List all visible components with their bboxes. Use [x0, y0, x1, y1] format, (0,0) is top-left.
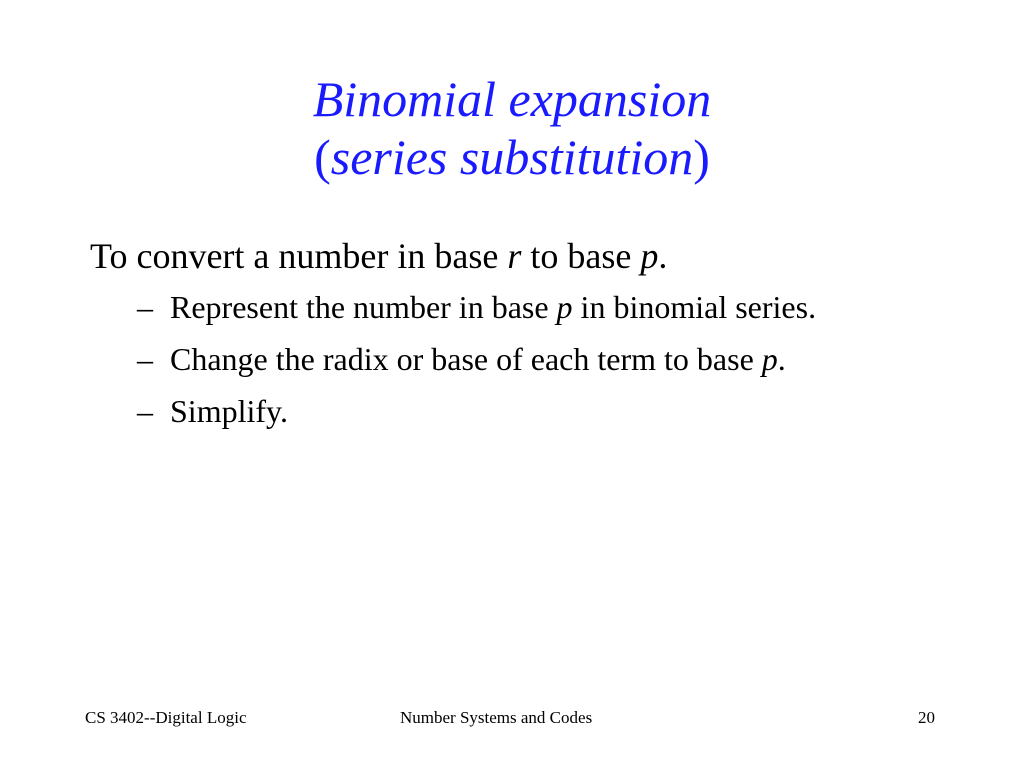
slide-body — [90, 234, 940, 442]
bullet-item-1 — [137, 286, 940, 328]
bullet-2-part-2: . — [777, 341, 786, 377]
lead-var-r: r — [507, 236, 522, 276]
title-paren-open: ( — [314, 129, 331, 185]
footer-page-number: 20 — [918, 708, 935, 727]
bullet-1-part-1: Represent the number in base — [170, 289, 557, 325]
footer-topic: Number Systems and Codes — [400, 708, 593, 727]
title-paren-close: ) — [693, 129, 710, 185]
lead-var-p: p — [640, 236, 659, 276]
bullet-dash: – — [137, 341, 153, 377]
title-line-2 — [0, 128, 1024, 186]
bullet-dash: – — [137, 393, 153, 429]
bullet-item-3 — [137, 390, 940, 432]
lead-part-3: . — [658, 236, 668, 276]
lead-text — [90, 234, 940, 278]
bullet-1-var: p — [556, 289, 573, 325]
bullet-item-2 — [137, 338, 940, 380]
bullet-dash: – — [137, 289, 153, 325]
bullet-3-text: Simplify. — [170, 393, 288, 429]
footer-course: CS 3402--Digital Logic — [85, 708, 247, 727]
slide-title — [0, 70, 1024, 186]
title-line-2-italic: series substitution — [330, 129, 694, 185]
lead-part-2: to base — [521, 236, 641, 276]
bullet-2-var: p — [761, 341, 778, 377]
title-line-1: Binomial expansion — [312, 71, 712, 127]
lead-part-1: To convert a number in base — [90, 236, 508, 276]
bullet-2-part-1: Change the radix or base of each term to base — [170, 341, 762, 377]
bullet-1-part-2: in binomial series. — [572, 289, 817, 325]
